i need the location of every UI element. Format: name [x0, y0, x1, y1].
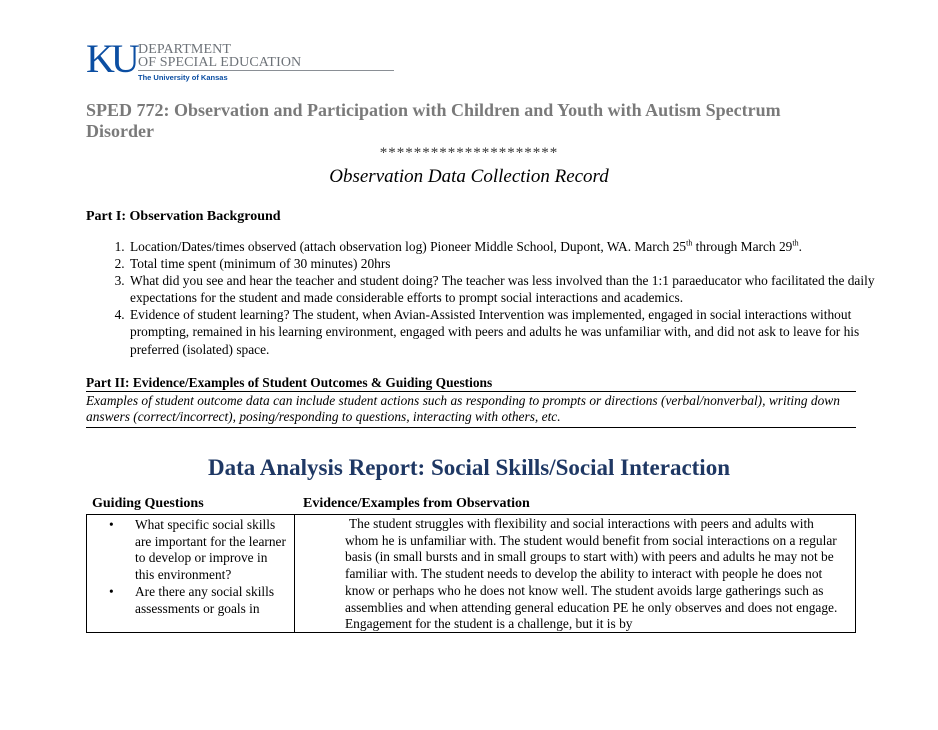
observation-background-list [86, 238, 888, 358]
list-item: • What specific social skills are important for the learner to develop or improve in this environment? [107, 517, 290, 584]
list-item [128, 238, 888, 255]
evidence-text: The student struggles with flexibility and social interactions with peers and adults with whom he is unfamiliar with. The student would benefit from social interactions on a regular basis (in small bursts and in small groups to start with) with peers and adults he may not be familiar with. The student needs to develop the ability to interact with people he does not know or perhaps who he does not know well. The student avoids large gatherings such as assemblies and when attending general education PE he only observes and does not engage. Engagement for the student is a challenge, but it is by [345, 516, 838, 632]
item1-sup1: th [686, 238, 693, 248]
part2-heading: Part II: Evidence/Examples of Student Outcomes & Guiding Questions [86, 375, 493, 390]
list-item: • Are there any social skills assessments or goals in [107, 584, 290, 617]
record-title: Observation Data Collection Record [329, 166, 609, 187]
department-line-1: DEPARTMENT [138, 42, 231, 57]
item1-text-c: . [798, 239, 802, 254]
department-line-2: OF SPECIAL EDUCATION [138, 55, 302, 70]
part2-top-rule [86, 391, 856, 392]
ku-department-logo [86, 36, 326, 84]
list-item: 2. Total time spent (minimum of 30 minutes) 20hrs [128, 255, 888, 272]
part2-description: Examples of student outcome data can include student actions such as responding to prompts or directions (verbal/nonverbal), writing down answers (correct/incorrect), posing/responding to questions, interacting with others, etc. [86, 393, 840, 424]
column-header-guiding-questions: Guiding Questions [92, 496, 204, 511]
star-divider: ********************* [379, 145, 559, 161]
logo-rule [138, 70, 394, 71]
column-header-evidence: Evidence/Examples from Observation [303, 496, 530, 511]
department-name [138, 43, 301, 69]
evidence-cell [295, 515, 855, 632]
guiding-questions-cell [87, 515, 295, 632]
list-item: 4. Evidence of student learning? The student, when Avian-Assisted Intervention was implemented, engaged in social interactions without prompting, remained in his learning environment, engaged with peers and adults he was unfamiliar with, and did not ask to leave for his preferred (isolated) space. [128, 306, 888, 357]
list-item: 3. What did you see and hear the teacher and student doing? The teacher was less involved than the 1:1 paraeducator who facilitated the daily expectations for the student and made considerable efforts to prompt social interactions and academics. [128, 272, 888, 306]
part2-bottom-rule [86, 427, 856, 428]
university-name: The University of Kansas [138, 73, 228, 82]
report-title: Data Analysis Report: Social Skills/Social Interaction [208, 455, 730, 480]
item1-sup2: th [792, 238, 799, 248]
item1-text-b: through March 29 [692, 239, 793, 254]
ku-logo-mark: KU [86, 36, 136, 81]
item1-text: Location/Dates/times observed (attach observation log) Pioneer Middle School, Dupont, WA. March 25 [130, 239, 687, 254]
guiding-questions-list [87, 515, 294, 617]
course-title: SPED 772: Observation and Participation with Children and Youth with Autism Spectrum Disorder [86, 100, 781, 141]
analysis-table [86, 514, 856, 633]
part1-heading: Part I: Observation Background [86, 209, 281, 224]
